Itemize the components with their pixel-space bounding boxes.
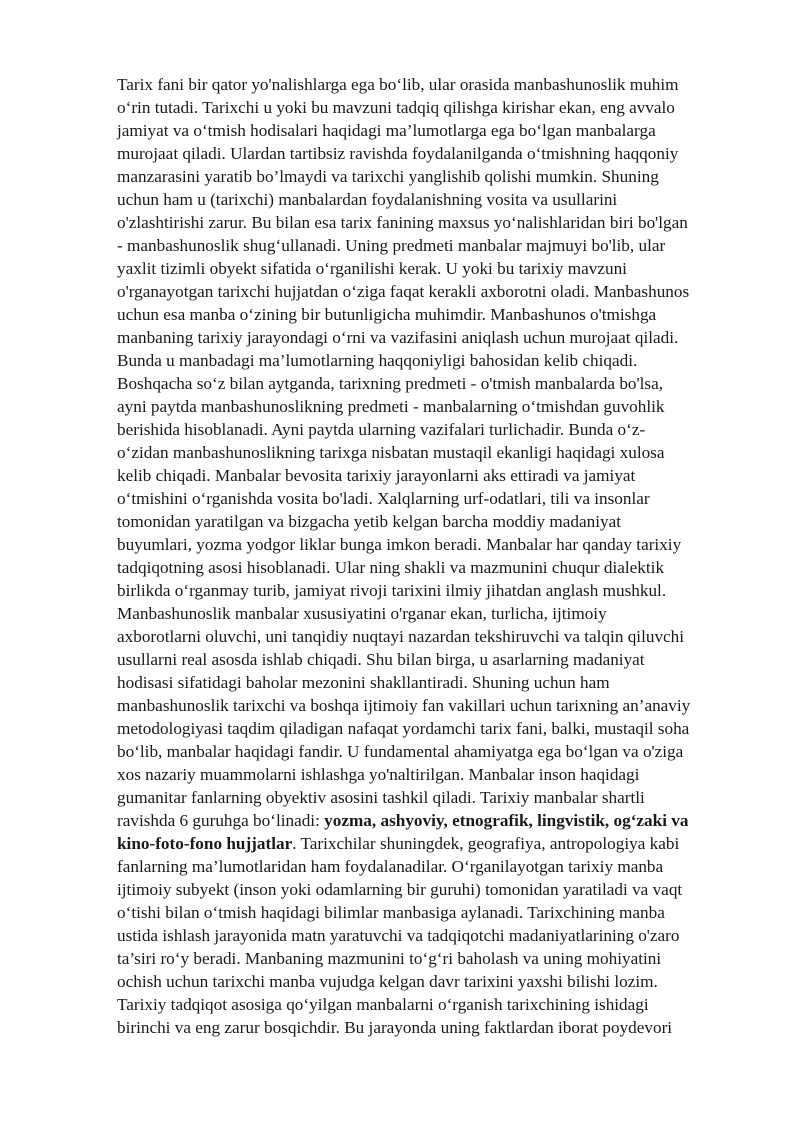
text-line: berishida hisoblanadi. Ayni paytda ularning vazifalari turlichadir. Bunda o‘z- [117, 420, 646, 439]
text-line: o‘tishi bilan o‘tmish haqidagi bilimlar manbasiga aylanadi. Tarixchining manba [117, 903, 665, 922]
text-line: ochish uchun tarixchi manba vujudga kelgan davr tarixini yaxshi bilishi lozim. [117, 972, 658, 991]
text-line: Tarix fani bir qator yo'nalishlarga ega bo‘lib, ular orasida manbashunoslik muhim [117, 75, 679, 94]
text-line: - manbashunoslik shug‘ullanadi. Uning predmeti manbalar majmuyi bo'lib, ular [117, 236, 666, 255]
text-line: o'zlashtirishi zarur. Bu bilan esa tarix fanining maxsus yo‘nalishlaridan biri bo'lgan [117, 213, 688, 232]
text-line: Boshqacha so‘z bilan aytganda, tarixning predmeti - o'tmish manbalarda bo'lsa, [117, 374, 664, 393]
text-line: o‘zidan manbashunoslikning tarixga nisbatan mustaqil ekanligi haqidagi xulosa [117, 443, 665, 462]
text-line: metodologiyasi taqdim qiladigan nafaqat yordamchi tarix fani, balki, mustaqil soha [117, 719, 690, 738]
text-line: gumanitar fanlarning obyektiv asosini tashkil qiladi. Tarixiy manbalar shartli [117, 788, 645, 807]
text-run: . Tarixchilar shuningdek, geografiya, antropologiya kabi [292, 834, 680, 853]
text-line: ayni paytda manbashunoslikning predmeti - manbalarning o‘tmishdan guvohlik [117, 397, 665, 416]
text-line: buyumlari, yozma yodgor liklar bunga imkon beradi. Manbalar har qanday tarixiy [117, 535, 682, 554]
text-line: usullarni real asosda ishlab chiqadi. Shu bilan birga, u asarlarning madaniyat [117, 650, 645, 669]
text-line-mixed [117, 809, 745, 832]
text-line: yaxlit tizimli obyekt sifatida o‘rganilishi kerak. U yoki bu tarixiy mavzuni [117, 259, 627, 278]
text-line: o‘rin tutadi. Tarixchi u yoki bu mavzuni tadqiq qilishga kirishar ekan, eng avvalo [117, 98, 675, 117]
document-page [117, 73, 745, 1039]
text-line: tomonidan yaratilgan va bizgacha yetib kelgan barcha moddiy madaniyat [117, 512, 621, 531]
text-line: jamiyat va o‘tmish hodisalari haqidagi ma’lumotlarga ega bo‘lgan manbalarga [117, 121, 656, 140]
text-line: uchun ham u (tarixchi) manbalardan foydalanishning vosita va usullarini [117, 190, 618, 209]
text-line: ijtimoiy subyekt (inson yoki odamlarning bir guruhi) tomonidan yaratiladi va vaqt [117, 880, 683, 899]
text-line: hodisasi sifatidagi baholar mezonini shakllantiradi. Shuning uchun ham [117, 673, 610, 692]
text-line: axborotlarni oluvchi, uni tanqidiy nuqtayi nazardan tekshiruvchi va talqin qiluvchi [117, 627, 685, 646]
text-line-mixed [117, 832, 745, 855]
text-line: bo‘lib, manbalar haqidagi fandir. U fundamental ahamiyatga ega bo‘lgan va o'ziga [117, 742, 684, 761]
text-line: murojaat qiladi. Ulardan tartibsiz ravishda foydalanilganda o‘tmishning haqqoniy [117, 144, 679, 163]
text-line: o‘tmishini o‘rganishda vosita bo'ladi. Xalqlarning urf-odatlari, tili va insonlar [117, 489, 650, 508]
text-line: Manbashunoslik manbalar xususiyatini o'rganar ekan, turlicha, ijtimoiy [117, 604, 607, 623]
text-line: birinchi va eng zarur bosqichdir. Bu jarayonda uning faktlardan iborat poydevori [117, 1018, 673, 1037]
text-line: uchun esa manba o‘zining bir butunligicha muhimdir. Manbashunos o'tmishga [117, 305, 657, 324]
source-types-bold: yozma, ashyoviy, etnografik, lingvistik, og‘zaki va [324, 811, 689, 830]
text-line: ustida ishlash jarayonida matn yaratuvchi va tadqiqotchi madaniyatlarining o'zaro [117, 926, 680, 945]
paragraph [117, 73, 745, 1039]
text-line: manzarasini yaratib bo’lmaydi va tarixchi yanglishib qolishi mumkin. Shuning [117, 167, 659, 186]
text-run: ravishda 6 guruhga bo‘linadi: [117, 811, 325, 830]
text-line: xos nazariy muammolarni ishlashga yo'naltirilgan. Manbalar inson haqidagi [117, 765, 640, 784]
text-line: manbashunoslik tarixchi va boshqa ijtimoiy fan vakillari uchun tarixning an’anaviy [117, 696, 691, 715]
source-types-bold: kino-foto-fono hujjatlar [117, 834, 293, 853]
text-line: o'rganayotgan tarixchi hujjatdan o‘ziga faqat kerakli axborotni oladi. Manbashunos [117, 282, 690, 301]
text-line: kelib chiqadi. Manbalar bevosita tarixiy jarayonlarni aks ettiradi va jamiyat [117, 466, 636, 485]
text-line: tadqiqotning asosi hisoblanadi. Ular ning shakli va mazmunini chuqur dialektik [117, 558, 665, 577]
text-line: manbaning tarixiy jarayondagi o‘rni va vazifasini aniqlash uchun murojaat qiladi. [117, 328, 679, 347]
text-line: fanlarning ma’lumotlaridan ham foydalanadilar. O‘rganilayotgan tarixiy manba [117, 857, 664, 876]
text-line: birlikda o‘rganmay turib, jamiyat rivoji tarixini ilmiy jihatdan anglash mushkul. [117, 581, 667, 600]
text-line: Bunda u manbadagi ma’lumotlarning haqqoniyligi bahosidan kelib chiqadi. [117, 351, 638, 370]
text-line: Tarixiy tadqiqot asosiga qo‘yilgan manbalarni o‘rganish tarixchining ishidagi [117, 995, 649, 1014]
text-line: ta’siri ro‘y beradi. Manbaning mazmunini to‘g‘ri baholash va uning mohiyatini [117, 949, 662, 968]
